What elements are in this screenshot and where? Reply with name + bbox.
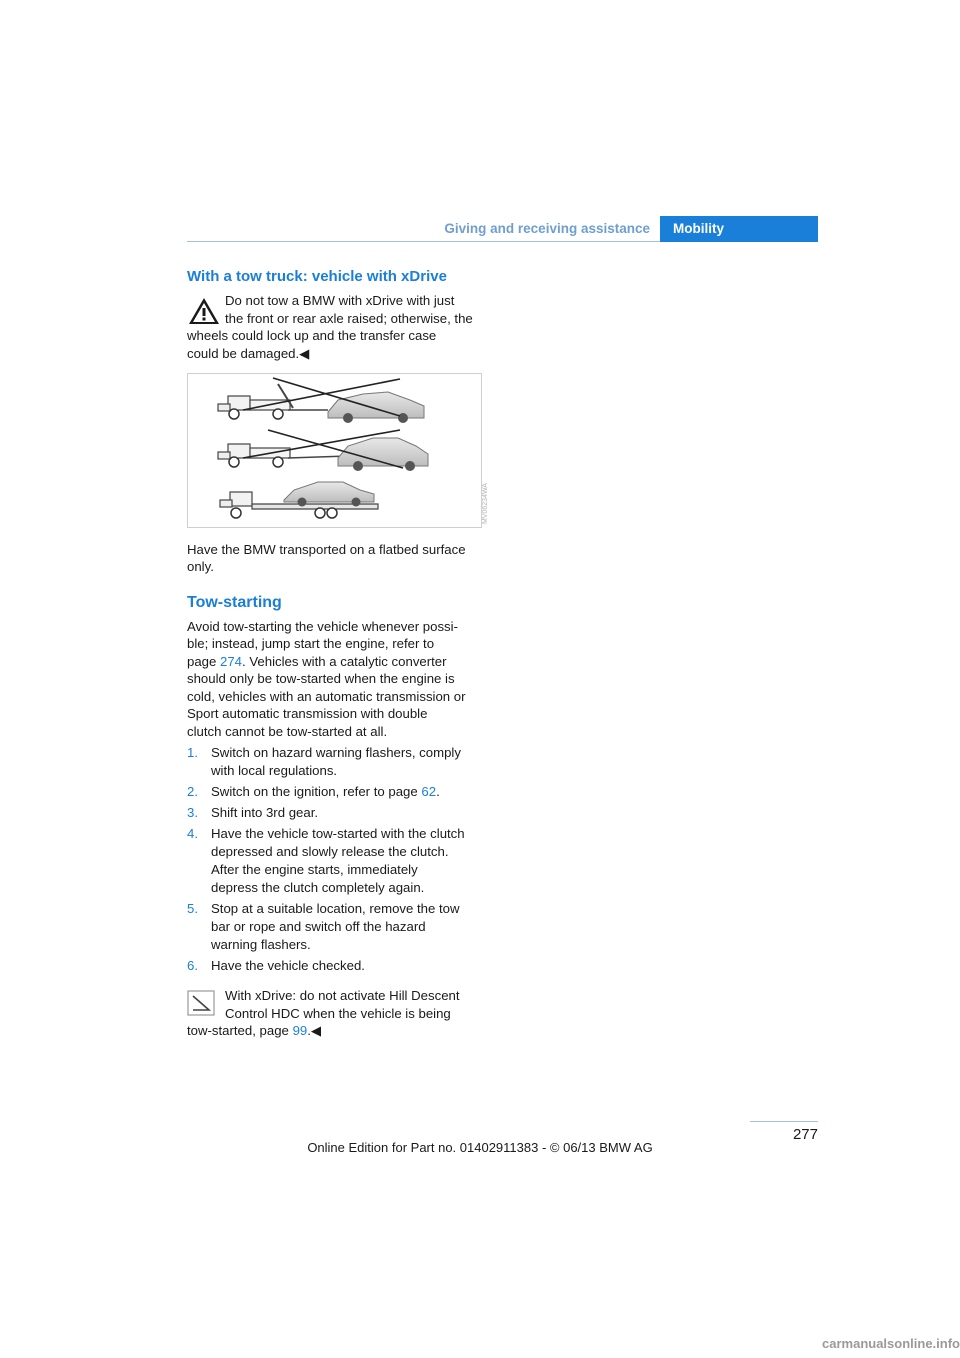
warning-text-line1: Do not tow a BMW with xDrive with just (225, 293, 455, 308)
page-number-rule (750, 1121, 818, 1122)
section-heading-xdrive: With a tow truck: vehicle with xDrive (187, 268, 447, 285)
flatbed-text-line1: Have the BMW transported on a flatbed surface (187, 542, 466, 557)
intro-line6: Sport automatic transmission with double (187, 706, 428, 721)
step-2-number: 2. (187, 784, 198, 799)
step-5-line1: Stop at a suitable location, remove the tow (211, 901, 460, 916)
step-1 (187, 744, 482, 780)
step-1-number: 1. (187, 745, 198, 760)
step-5-line3: warning flashers. (211, 937, 311, 952)
step-6 (187, 957, 482, 975)
car-row3 (284, 482, 374, 507)
tow-start-steps (187, 744, 482, 978)
step-2-text-a: Switch on the ignition, refer to page (211, 784, 422, 799)
warning-text-line2: the front or rear axle raised; otherwise, the (225, 311, 473, 326)
footer-edition: Online Edition for Part no. 01402911383 - © 06/13 BMW AG (307, 1140, 653, 1155)
step-1-line2: with local regulations. (211, 763, 338, 778)
step-4-line4: depress the clutch completely again. (211, 880, 425, 895)
warning-text-line3: wheels could lock up and the transfer case (187, 328, 437, 343)
running-header-section: Giving and receiving assistance (444, 221, 650, 236)
note-line3 (187, 1022, 482, 1040)
intro-line3-b: . Vehicles with a catalytic converter (242, 654, 447, 669)
link-page-274[interactable]: 274 (220, 654, 243, 669)
step-6-number: 6. (187, 958, 198, 973)
note-line3-b: .◀ (307, 1023, 322, 1038)
car-row2 (338, 438, 428, 471)
step-4-line2: depressed and slowly release the clutch. (211, 844, 449, 859)
step-5 (187, 900, 482, 954)
intro-line2: ble; instead, jump start the engine, refer to (187, 636, 435, 651)
towing-diagram-svg (188, 374, 481, 527)
step-2-line1 (211, 783, 482, 801)
step-4-line3: After the engine starts, immediately (211, 862, 418, 877)
step-3-number: 3. (187, 805, 198, 820)
intro-line3-a: page (187, 654, 221, 669)
step-4-line1: Have the vehicle tow-started with the clutch (211, 826, 465, 841)
step-5-number: 5. (187, 901, 198, 916)
step-6-line1: Have the vehicle checked. (211, 958, 365, 973)
step-2 (187, 783, 482, 801)
link-page-62[interactable]: 62 (421, 784, 437, 799)
note-line1: With xDrive: do not activate Hill Descent (225, 988, 460, 1003)
flatbed-text-line2: only. (187, 559, 214, 574)
header-rule (187, 241, 660, 242)
step-4 (187, 825, 482, 897)
step-3 (187, 804, 482, 822)
car-row1 (328, 392, 424, 423)
towing-illustration (187, 373, 482, 528)
warning-text-line4: could be damaged.◀ (187, 346, 310, 361)
section-heading-tow-starting: Tow-starting (187, 594, 282, 611)
figure-code: MV06234WA (482, 483, 489, 524)
page-number: 277 (792, 1126, 818, 1143)
note-line3-a: tow-started, page (187, 1023, 293, 1038)
step-4-number: 4. (187, 826, 198, 841)
step-1-line1: Switch on hazard warning flashers, comply (211, 745, 461, 760)
step-2-text-b: . (436, 784, 440, 799)
step-3-line1: Shift into 3rd gear. (211, 805, 319, 820)
step-5-line2: bar or rope and switch off the hazard (211, 919, 426, 934)
link-page-99[interactable]: 99 (292, 1023, 308, 1038)
intro-line7: clutch cannot be tow-started at all. (187, 724, 388, 739)
intro-line3 (187, 653, 482, 671)
intro-line5: cold, vehicles with an automatic transmission or (187, 689, 466, 704)
running-header-tab: Mobility (660, 216, 818, 242)
intro-line1: Avoid tow-starting the vehicle whenever possi- (187, 619, 458, 634)
note-line2: Control HDC when the vehicle is being (225, 1006, 451, 1021)
site-watermark: carmanualsonline.info (822, 1336, 960, 1351)
intro-line4: should only be tow-started when the engine is (187, 671, 455, 686)
